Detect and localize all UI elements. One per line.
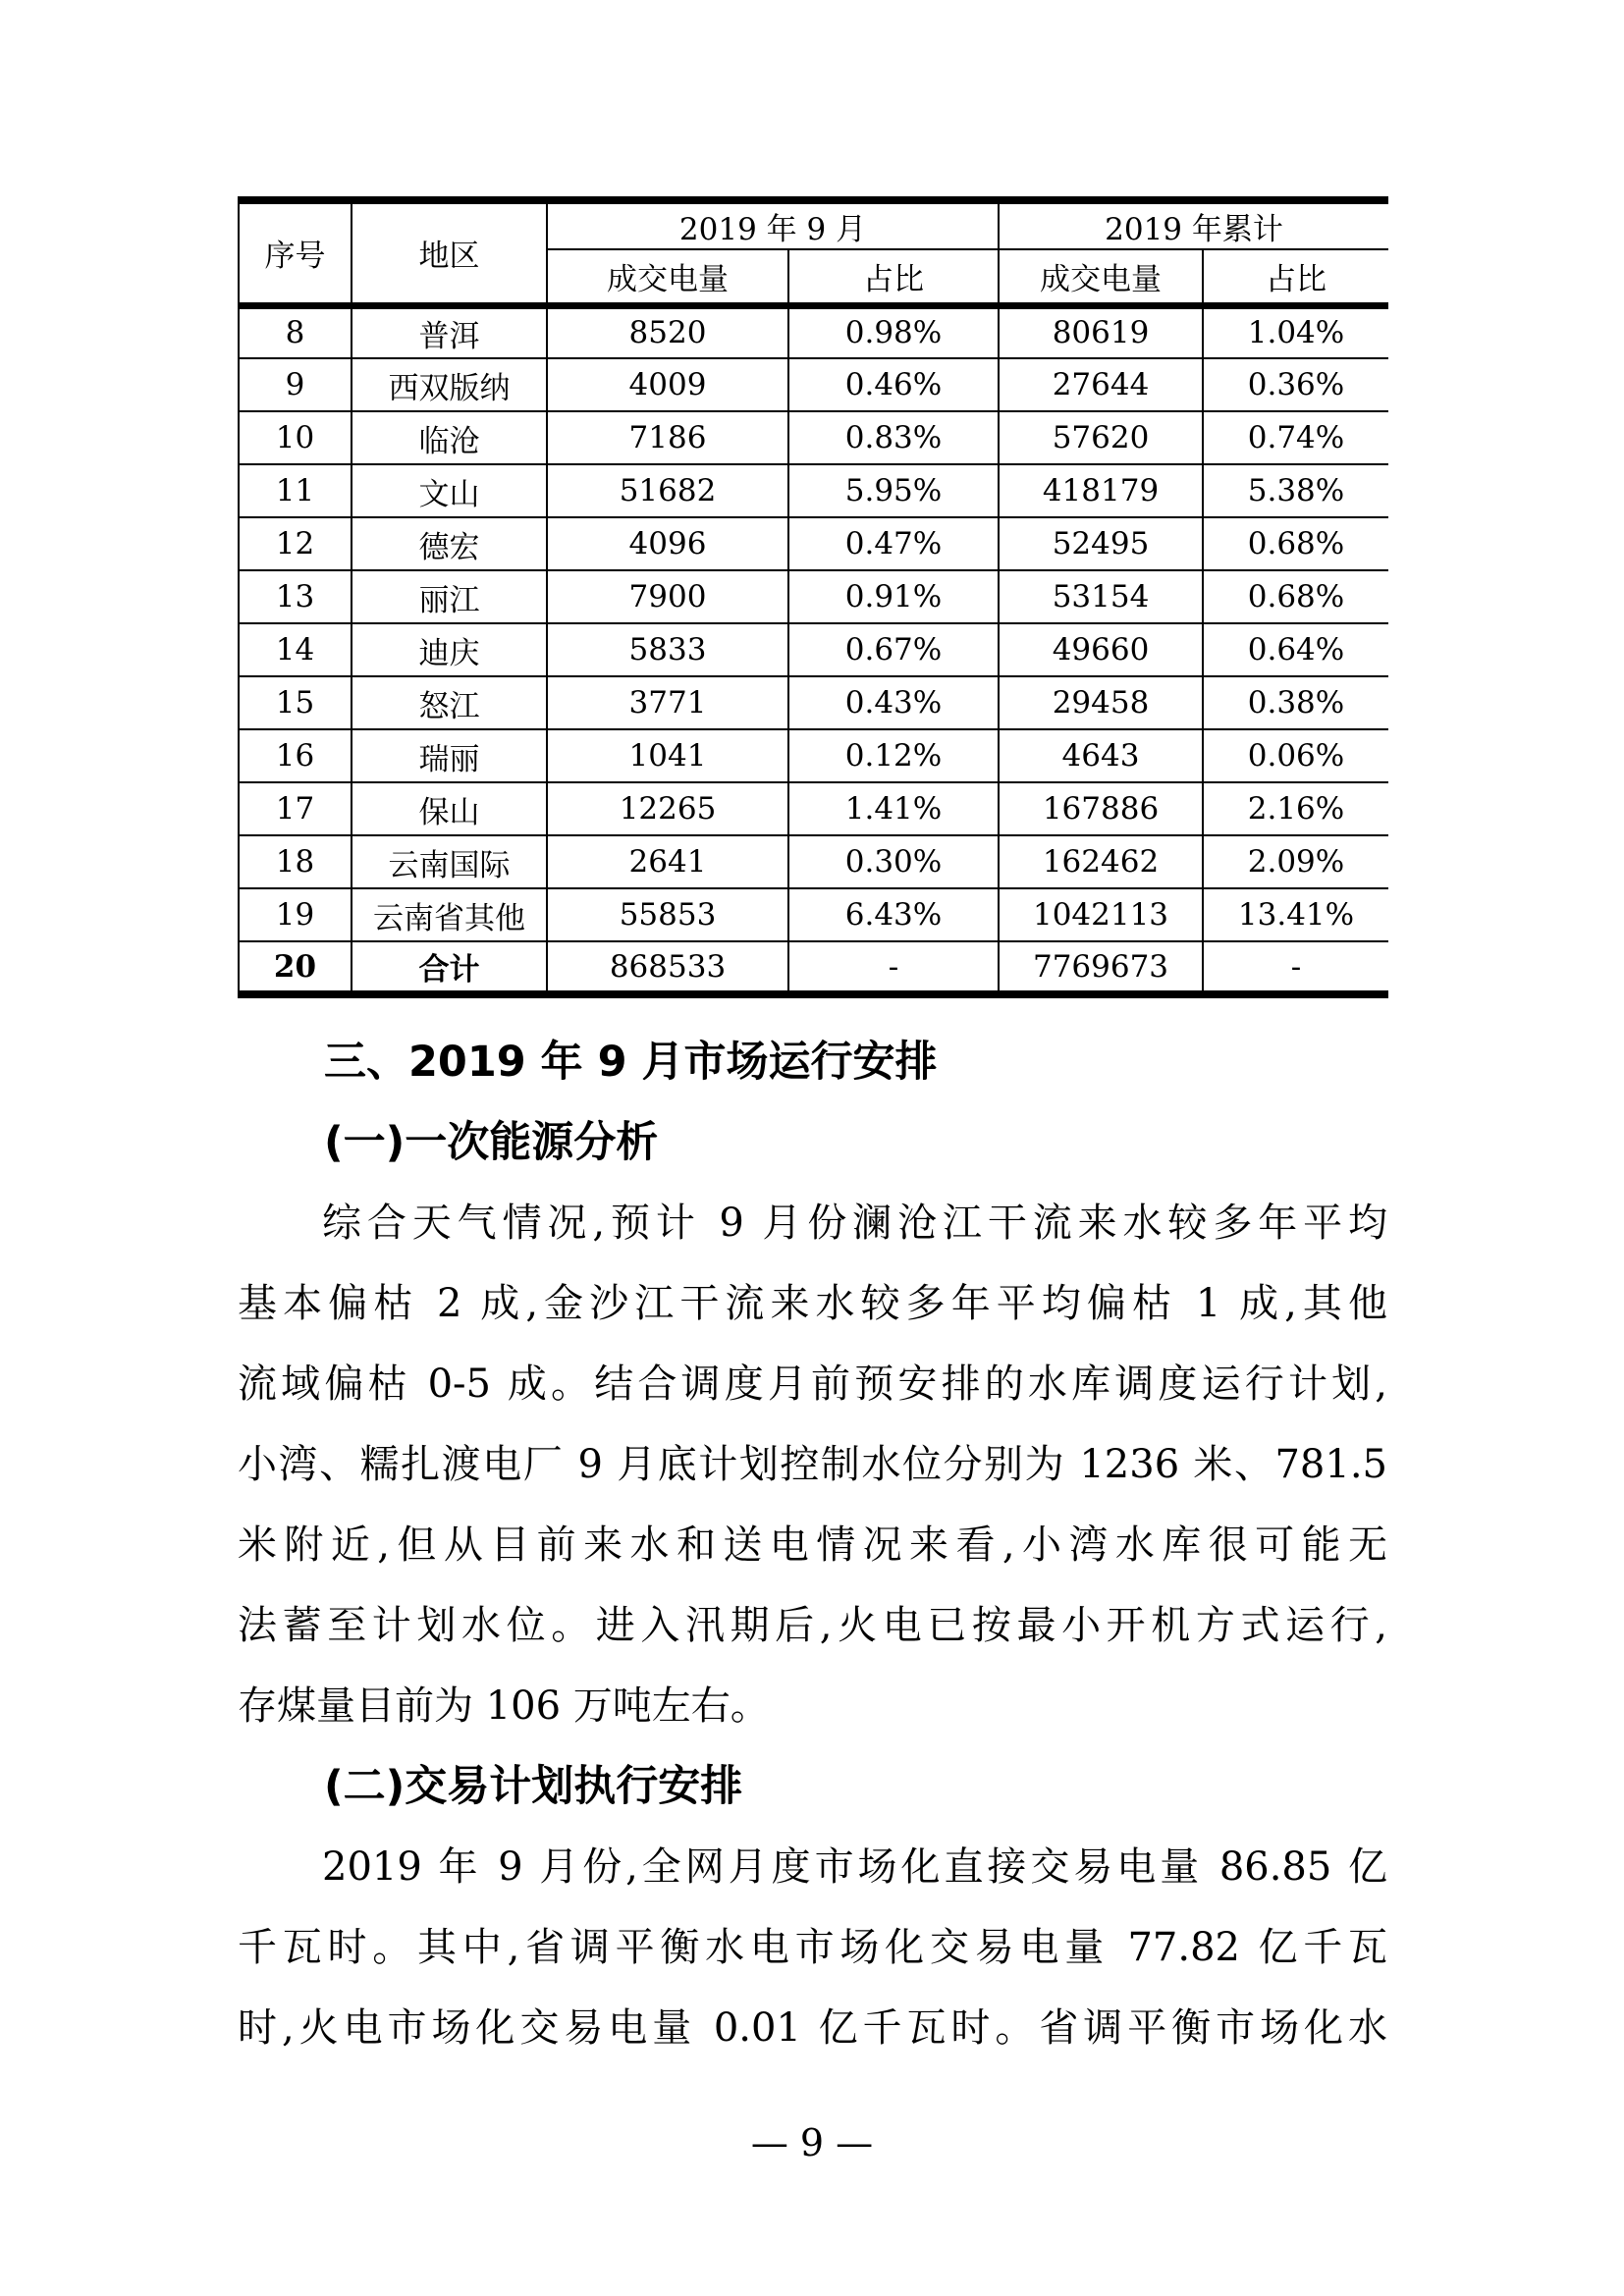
cell-region: 临沧 (352, 411, 547, 464)
table-row (239, 888, 1388, 941)
subsection-heading-trade-plan: (二)交易计划执行安排 (324, 1762, 743, 1811)
cell-cum-volume: 29458 (999, 676, 1203, 729)
paragraph-line: 法蓄至计划水位。进入汛期后,火电已按最小开机方式运行, (238, 1603, 1387, 1648)
cell-no: 18 (239, 835, 352, 888)
cell-cum-share: 0.64% (1203, 623, 1388, 676)
cell-region: 瑞丽 (352, 729, 547, 782)
cell-sep-volume: 5833 (547, 623, 788, 676)
cell-no: 14 (239, 623, 352, 676)
cell-cum-volume: 167886 (999, 782, 1203, 835)
cell-sep-volume: 868533 (547, 941, 788, 994)
trade-volume-table (238, 196, 1388, 998)
paragraph-line: 千瓦时。其中,省调平衡水电市场化交易电量 77.82 亿千瓦 (238, 1925, 1387, 1970)
table-row (239, 623, 1388, 676)
cell-sep-share: 0.46% (788, 358, 999, 411)
cell-sep-share: 6.43% (788, 888, 999, 941)
cell-sep-share: 0.47% (788, 517, 999, 570)
cell-no: 19 (239, 888, 352, 941)
cell-cum-share: 2.09% (1203, 835, 1388, 888)
cell-sep-volume: 7900 (547, 570, 788, 623)
cell-no: 8 (239, 305, 352, 358)
col-header-no: 序号 (239, 200, 352, 305)
table-header-row (239, 200, 1388, 249)
cell-no: 16 (239, 729, 352, 782)
cell-cum-share: 5.38% (1203, 464, 1388, 517)
cell-sep-share: 1.41% (788, 782, 999, 835)
col-header-region: 地区 (352, 200, 547, 305)
page-number: — 9 — (750, 2121, 874, 2164)
cell-region: 怒江 (352, 676, 547, 729)
section-heading-market-operation: 三、2019 年 9 月市场运行安排 (324, 1038, 938, 1087)
cell-cum-share: 0.06% (1203, 729, 1388, 782)
cell-cum-volume: 162462 (999, 835, 1203, 888)
cell-no: 9 (239, 358, 352, 411)
body-text (238, 1022, 1387, 2068)
cell-no: 12 (239, 517, 352, 570)
cell-sep-share: 0.83% (788, 411, 999, 464)
cell-sep-share: 0.43% (788, 676, 999, 729)
table-row-total (239, 941, 1388, 994)
cell-sep-share: 0.67% (788, 623, 999, 676)
col-header-cum-share: 占比 (1203, 249, 1388, 305)
col-header-cumulative-2019: 2019 年累计 (999, 200, 1388, 249)
cell-cum-volume: 52495 (999, 517, 1203, 570)
cell-cum-share: 0.38% (1203, 676, 1388, 729)
col-header-sep-volume: 成交电量 (547, 249, 788, 305)
cell-region: 文山 (352, 464, 547, 517)
paragraph-line: 基本偏枯 2 成,金沙江干流来水较多年平均偏枯 1 成,其他 (238, 1281, 1387, 1326)
cell-sep-volume: 55853 (547, 888, 788, 941)
cell-no: 20 (239, 941, 352, 994)
cell-no: 13 (239, 570, 352, 623)
cell-no: 11 (239, 464, 352, 517)
cell-cum-share: - (1203, 941, 1388, 994)
cell-cum-volume: 49660 (999, 623, 1203, 676)
cell-sep-volume: 12265 (547, 782, 788, 835)
paragraph-trade-plan (238, 1827, 1387, 2068)
paragraph-line: 小湾、糯扎渡电厂 9 月底计划控制水位分别为 1236 米、781.5 (238, 1442, 1387, 1487)
cell-sep-volume: 4096 (547, 517, 788, 570)
cell-cum-share: 2.16% (1203, 782, 1388, 835)
cell-region: 西双版纳 (352, 358, 547, 411)
paragraph-line: 2019 年 9 月份,全网月度市场化直接交易电量 86.85 亿 (322, 1844, 1387, 1890)
table-row (239, 358, 1388, 411)
paragraph-line: 时,火电市场化交易电量 0.01 亿千瓦时。省调平衡市场化水 (238, 2005, 1387, 2051)
cell-cum-volume: 57620 (999, 411, 1203, 464)
cell-region: 合计 (352, 941, 547, 994)
cell-sep-share: 5.95% (788, 464, 999, 517)
cell-cum-volume: 7769673 (999, 941, 1203, 994)
cell-no: 17 (239, 782, 352, 835)
cell-sep-volume: 4009 (547, 358, 788, 411)
cell-no: 15 (239, 676, 352, 729)
table-row (239, 517, 1388, 570)
table-row (239, 305, 1388, 358)
cell-cum-share: 0.68% (1203, 517, 1388, 570)
table-row (239, 729, 1388, 782)
cell-region: 德宏 (352, 517, 547, 570)
cell-cum-volume: 1042113 (999, 888, 1203, 941)
paragraph-line: 综合天气情况,预计 9 月份澜沧江干流来水较多年平均 (322, 1201, 1387, 1246)
cell-region: 普洱 (352, 305, 547, 358)
paragraph-line: 存煤量目前为 106 万吨左右。 (238, 1683, 770, 1729)
cell-sep-volume: 2641 (547, 835, 788, 888)
cell-sep-share: 0.98% (788, 305, 999, 358)
cell-cum-share: 0.36% (1203, 358, 1388, 411)
cell-cum-volume: 4643 (999, 729, 1203, 782)
cell-cum-share: 0.74% (1203, 411, 1388, 464)
cell-cum-share: 1.04% (1203, 305, 1388, 358)
table-row (239, 464, 1388, 517)
table-row (239, 835, 1388, 888)
cell-region: 云南国际 (352, 835, 547, 888)
cell-cum-volume: 53154 (999, 570, 1203, 623)
cell-sep-share: 0.91% (788, 570, 999, 623)
cell-region: 丽江 (352, 570, 547, 623)
cell-sep-volume: 1041 (547, 729, 788, 782)
table-row (239, 570, 1388, 623)
cell-sep-share: - (788, 941, 999, 994)
table-row (239, 782, 1388, 835)
col-header-september-2019: 2019 年 9 月 (547, 200, 999, 249)
cell-sep-volume: 3771 (547, 676, 788, 729)
cell-cum-volume: 27644 (999, 358, 1203, 411)
table-row (239, 676, 1388, 729)
paragraph-energy-analysis (238, 1183, 1387, 1746)
cell-cum-volume: 418179 (999, 464, 1203, 517)
paragraph-line: 米附近,但从目前来水和送电情况来看,小湾水库很可能无 (238, 1522, 1387, 1568)
cell-sep-volume: 8520 (547, 305, 788, 358)
table-row (239, 411, 1388, 464)
cell-cum-share: 13.41% (1203, 888, 1388, 941)
cell-region: 迪庆 (352, 623, 547, 676)
cell-no: 10 (239, 411, 352, 464)
col-header-sep-share: 占比 (788, 249, 999, 305)
cell-cum-volume: 80619 (999, 305, 1203, 358)
cell-region: 保山 (352, 782, 547, 835)
cell-sep-volume: 51682 (547, 464, 788, 517)
paragraph-line: 流域偏枯 0-5 成。结合调度月前预安排的水库调度运行计划, (238, 1362, 1387, 1407)
cell-sep-volume: 7186 (547, 411, 788, 464)
col-header-cum-volume: 成交电量 (999, 249, 1203, 305)
cell-cum-share: 0.68% (1203, 570, 1388, 623)
cell-region: 云南省其他 (352, 888, 547, 941)
cell-sep-share: 0.30% (788, 835, 999, 888)
cell-sep-share: 0.12% (788, 729, 999, 782)
subsection-heading-energy-analysis: (一)一次能源分析 (324, 1118, 659, 1167)
